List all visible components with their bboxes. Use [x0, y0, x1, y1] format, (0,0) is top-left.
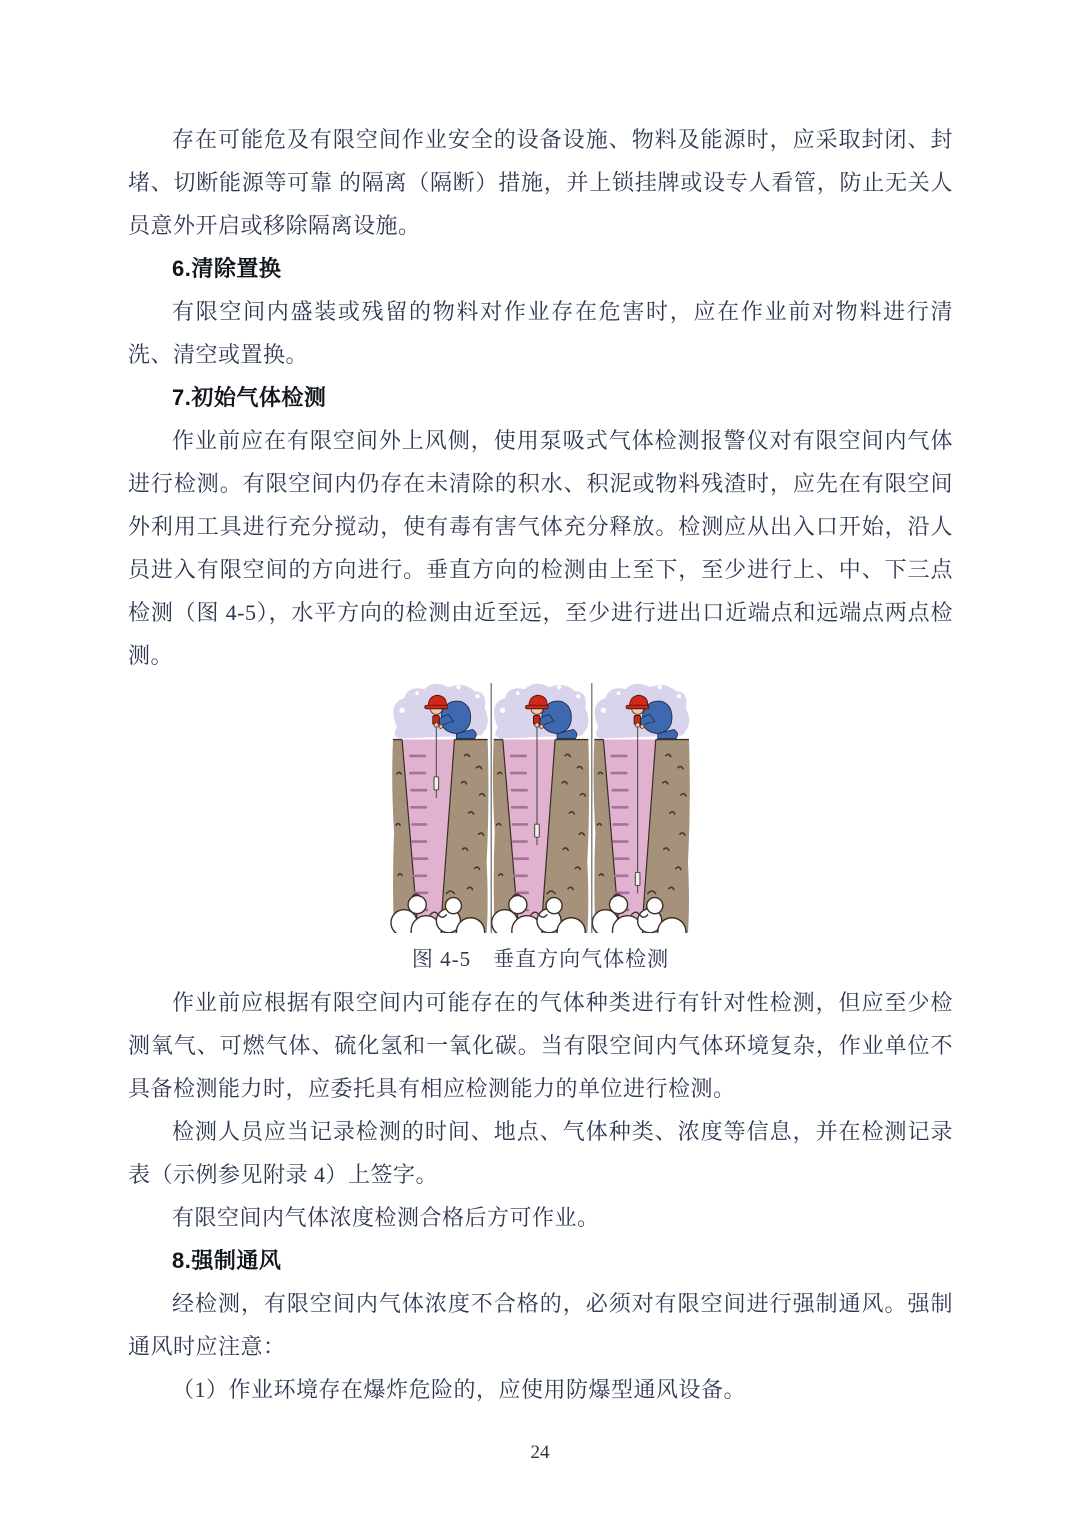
figure-4-5-caption: 图 4-5 垂直方向气体检测	[411, 947, 670, 971]
paragraph-item-1: （1）作业环境存在爆炸危险的，应使用防爆型通风设备。	[172, 1377, 747, 1402]
paragraph-isolation: 存在可能危及有限空间作业安全的设备设施、物料及能源时，应采取封闭、封堵、切断能源等可靠 的隔离（隔断）措施，并上锁挂牌或设专人看管，防止无关人员意外开启或移除隔离设施。	[128, 127, 953, 238]
heading-section-7: 7.初始气体检测	[172, 385, 327, 410]
page-number: 24	[530, 1442, 550, 1463]
figure-4-5	[128, 681, 953, 981]
paragraph-targeted-detection: 作业前应根据有限空间内可能存在的气体种类进行有针对性检测，但应至少检测氧气、可燃气体、硫化氢和一氧化碳。当有限空间内气体环境复杂，作业单位不具备检测能力时，应委托具有相应检测能力的单位进行检测。	[128, 990, 953, 1101]
paragraph-qualified: 有限空间内气体浓度检测合格后方可作业。	[172, 1205, 600, 1230]
paragraph-forced-ventilation: 经检测，有限空间内气体浓度不合格的，必须对有限空间进行强制通风。强制通风时应注意：	[128, 1291, 953, 1359]
paragraph-initial-detection: 作业前应在有限空间外上风侧，使用泵吸式气体检测报警仪对有限空间内气体进行检测。有限空间内仍存在未清除的积水、积泥或物料残渣时，应先在有限空间外利用工具进行充分搅动，使有毒有害气体充分释放。检测应从出入口开始，沿人员进入有限空间的方向进行。垂直方向的检测由上至下，至少进行上、中、下三点检测（图 4-5），水平方向的检测由近至远，至少进行进出口近端点和远端点两点检测。	[128, 428, 953, 668]
heading-section-6: 6.清除置换	[172, 256, 282, 281]
heading-section-8: 8.强制通风	[172, 1248, 282, 1273]
paragraph-clean-replace: 有限空间内盛装或残留的物料对作业存在危害时，应在作业前对物料进行清洗、清空或置换。	[128, 299, 953, 367]
paragraph-record-sign: 检测人员应当记录检测的时间、地点、气体种类、浓度等信息，并在检测记录表（示例参见附录 4）上签字。	[128, 1119, 953, 1187]
figure-4-5-illustration	[390, 681, 692, 933]
